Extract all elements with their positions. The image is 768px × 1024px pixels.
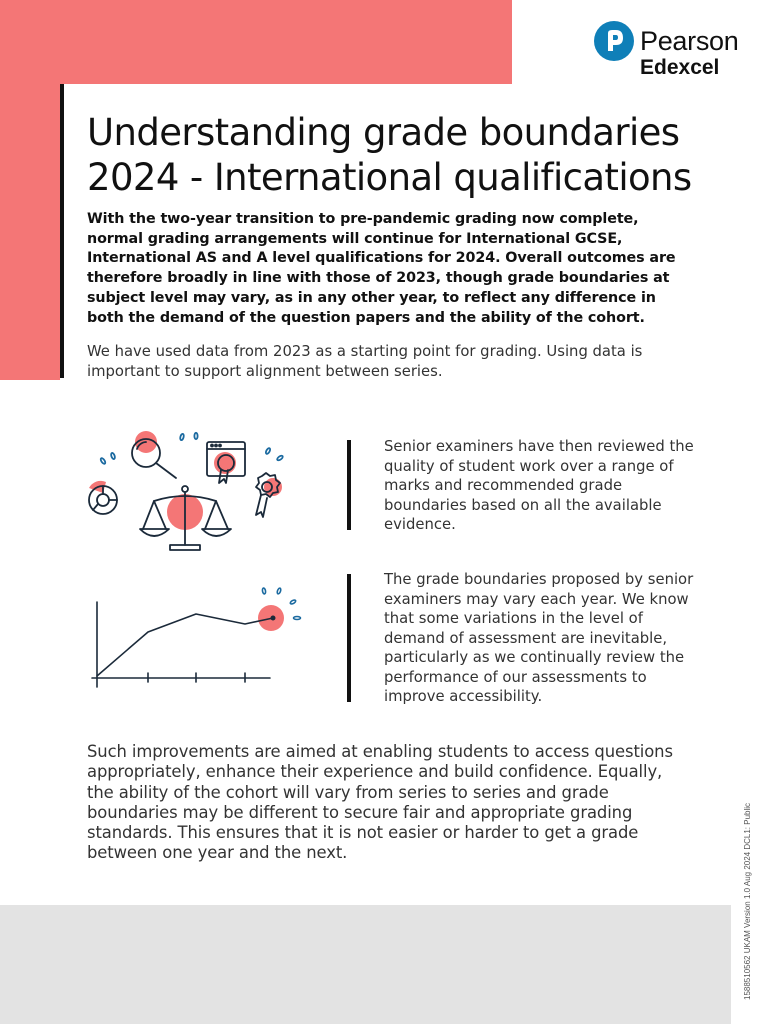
section1-divider xyxy=(347,440,351,530)
examiner-review-illustration xyxy=(86,425,306,555)
footer-band xyxy=(0,905,731,1024)
title-divider xyxy=(60,84,64,378)
header-accent-block xyxy=(0,0,512,84)
section1-text: Senior examiners have then reviewed the quality of student work over a range of marks and recommended grade boundaries based on all the available evidence. xyxy=(384,438,694,533)
closing-paragraph: Such improvements are aimed at enabling students to access questions appropriately, enhance their experience and build confidence. Equally, the ability of the cohort will vary from series to series and grade boundaries may be different to secure fair and appropriate grading standards. This ensures that it is not easier or harder to get a grade between one year and the next. xyxy=(87,742,673,863)
lead-paragraph: With the two-year transition to pre-pandemic grading now complete, normal grading arrangements will continue for International GCSE, International AS and A level qualifications for 2024. Overall outcomes are therefore broadly in line with those of 2023, though grade boundaries at subject level may vary, as in any other year, to reflect any difference in both the demand of the question papers and the ability of the cohort. xyxy=(87,211,676,326)
brand-sub: Edexcel xyxy=(640,56,720,79)
page-title: Understanding grade boundaries 2024 - International qualifications xyxy=(87,111,692,199)
brand-name: Pearson xyxy=(640,26,739,56)
intro-paragraph: We have used data from 2023 as a starting point for grading. Using data is important to support alignment between series. xyxy=(87,343,643,380)
pearson-edexcel-logo xyxy=(594,20,754,82)
section2-divider xyxy=(347,574,351,702)
document-code: 1588510562 UKAM Version 1.0 Aug 2024 DCL1: Public xyxy=(743,802,752,1000)
side-accent-block xyxy=(0,84,60,380)
line-graph-illustration xyxy=(86,580,316,695)
pearson-logo-icon xyxy=(594,21,634,61)
section2-text: The grade boundaries proposed by senior examiners may vary each year. We know that some variations in the level of demand of assessment are inevitable, particularly as we continually review the performance of our assessments to improve accessibility. xyxy=(384,571,694,705)
